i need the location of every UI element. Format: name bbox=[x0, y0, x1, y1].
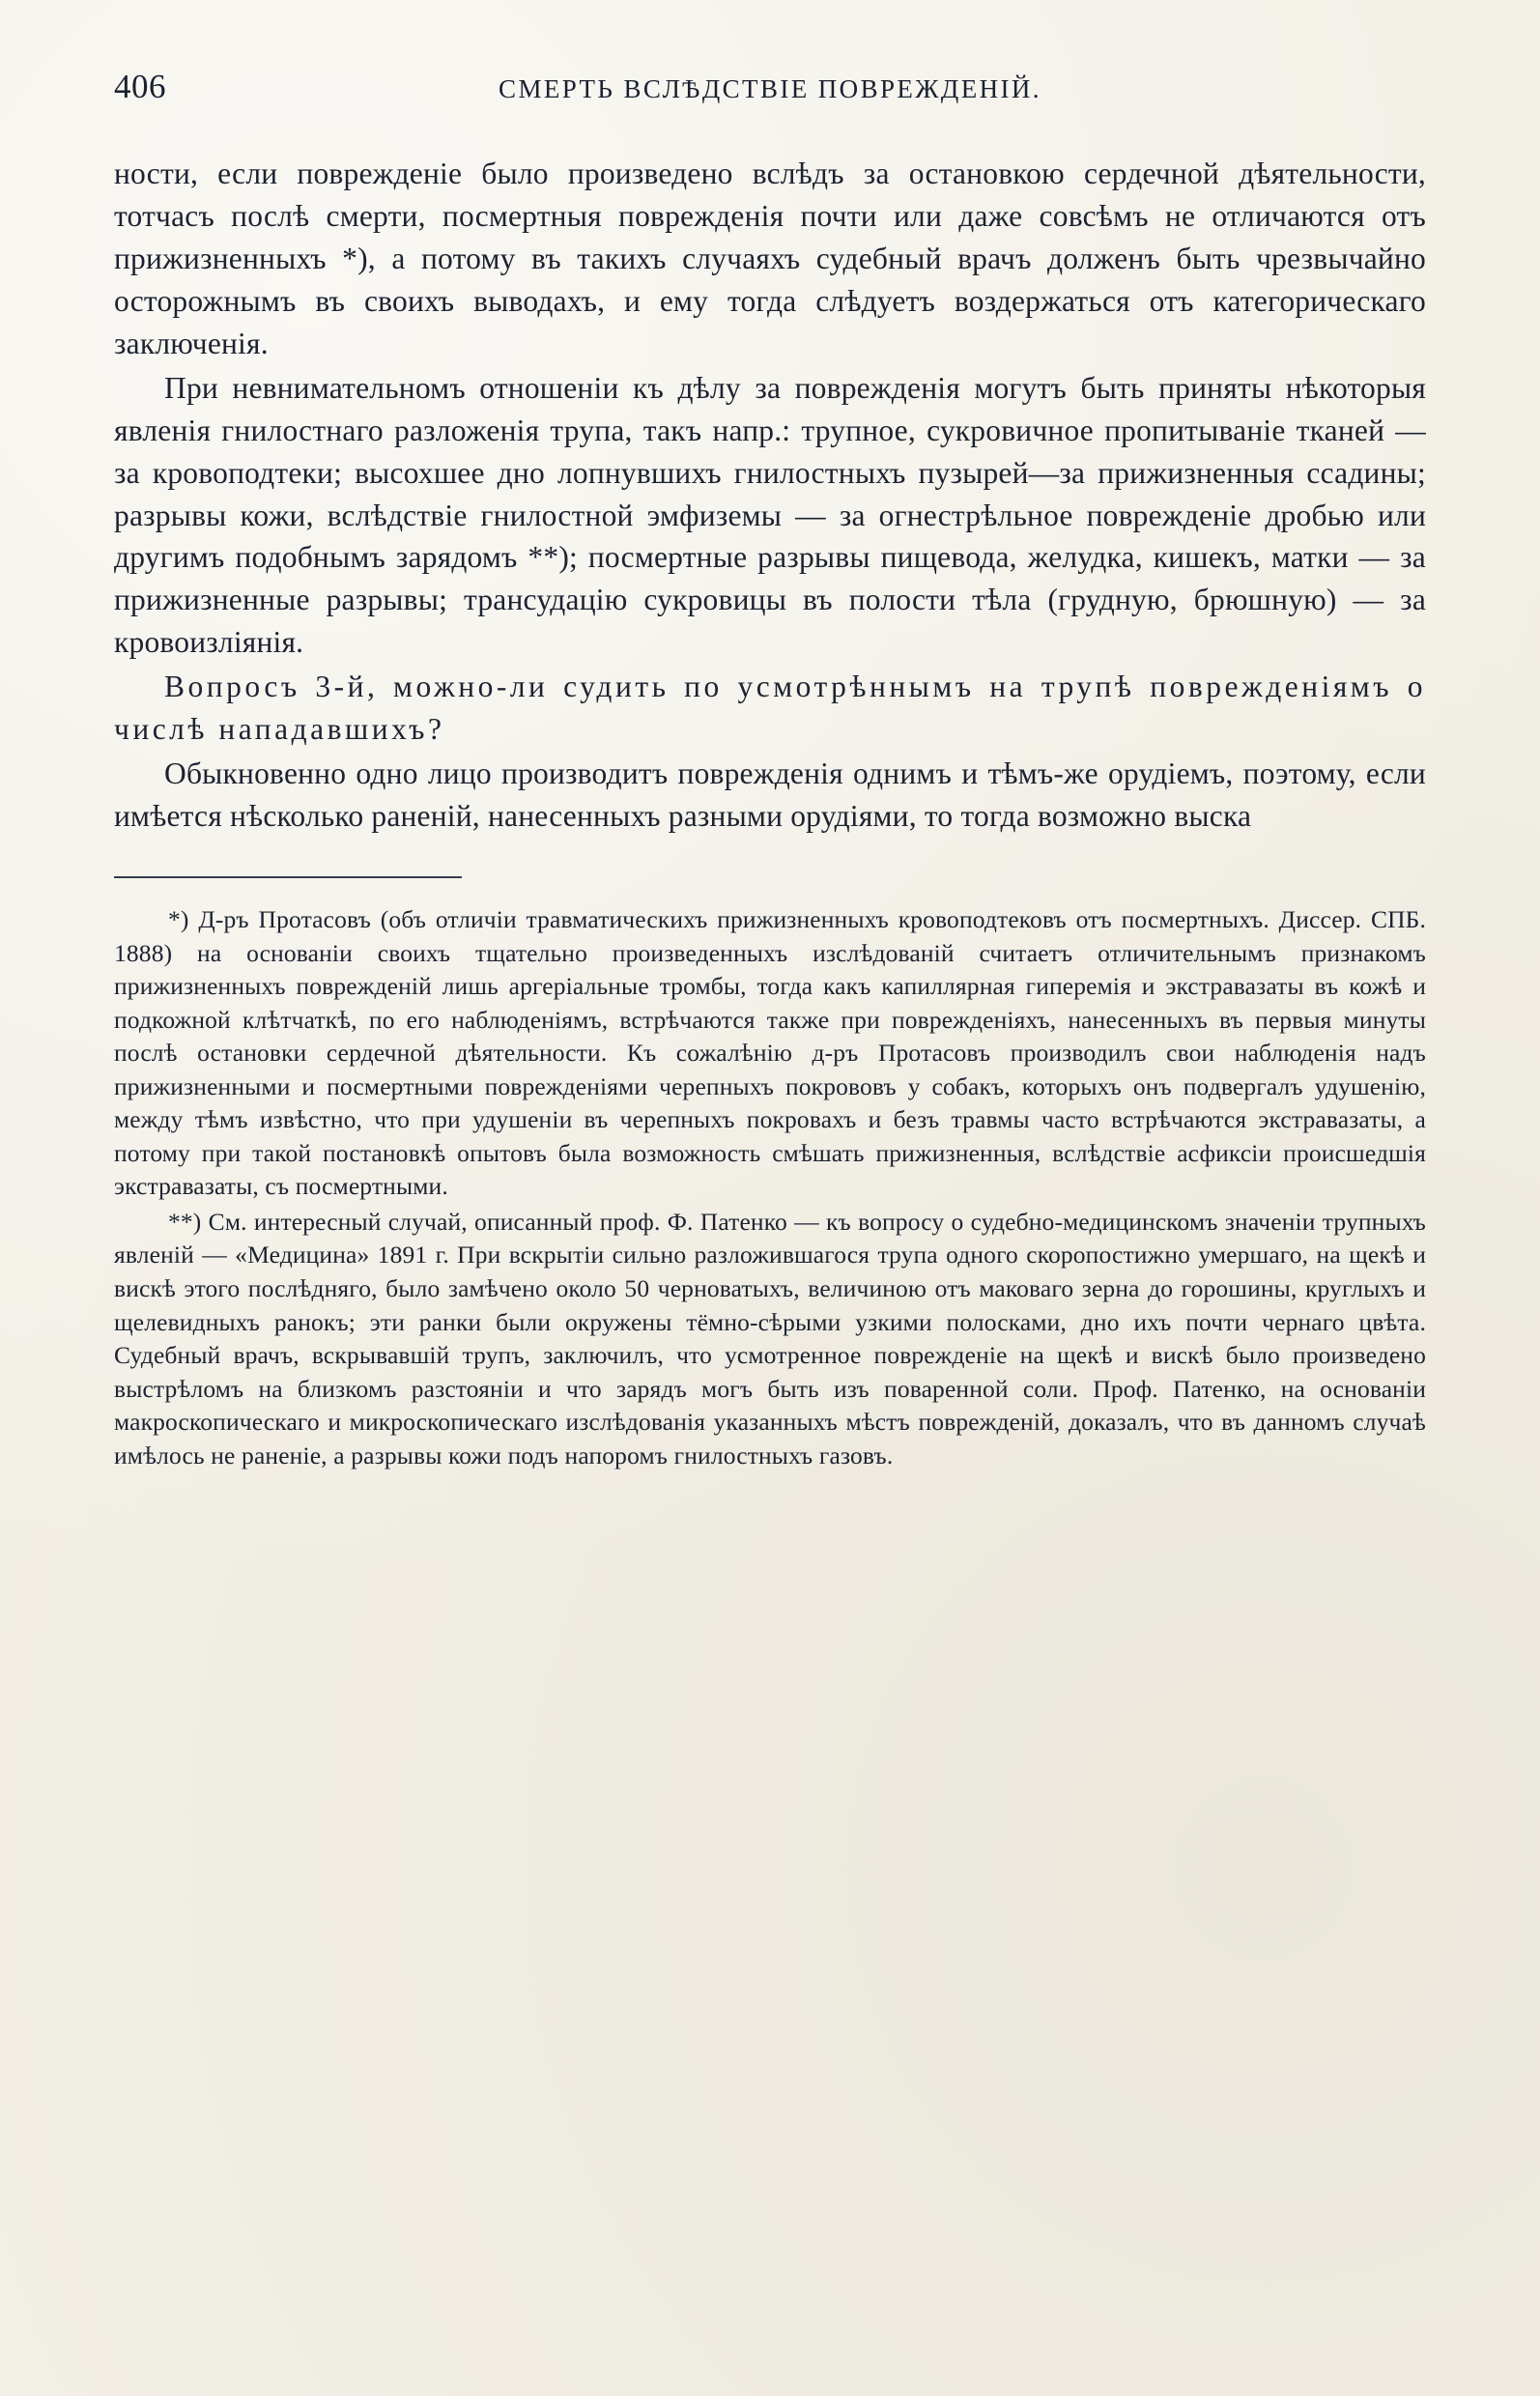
footnotes-block bbox=[114, 903, 1426, 1472]
footnote-separator bbox=[114, 876, 462, 878]
paragraph: При невнимательномъ отношеніи къ дѣлу за поврежденія могутъ быть приняты нѣкоторыя явленія гнилостнаго разложенія трупа, такъ напр.: трупное, сукровичное пропитываніе тканей — за кровоподтеки; высохшее дно лопнувшихъ гнилостныхъ пузырей—за прижизненныя ссадины; разрывы кожи, вслѣдствіе гнилостной эмфиземы — за огнестрѣльное поврежденіе дробью или другимъ подобнымъ зарядомъ **); посмертные разрывы пищевода, желудка, кишекъ, матки — за прижизненные разрывы; трансудацію сукровицы въ полости тѣла (грудную, брюшную) — за кровоизліянія. bbox=[114, 370, 1426, 660]
footnote-item: **) См. интересный случай, описанный проф. Ф. Патенко — къ вопросу о судебно-медицинскомъ значеніи трупныхъ явленій — «Медицина» 1891 г. При вскрытіи сильно разложившагося трупа одного скоропостижно умершаго, на щекѣ и вискѣ этого послѣдняго, было замѣчено около 50 черноватыхъ, величиною отъ маковаго зерна до горошины, круглыхъ и щелевидныхъ ранокъ; эти ранки были окружены тёмно-сѣрыми узкими полосками, дно ихъ почти чернаго цвѣта. Судебный врачъ, вскрывавшій трупъ, заключилъ, что усмотренное поврежденіе на щекѣ и вискѣ было произведено выстрѣломъ на близкомъ разстояніи и что зарядъ могъ быть изъ поваренной соли. Проф. Патенко, на основаніи макроскопическаго и микроскопическаго изслѣдованія указанныхъ мѣстъ поврежденій, доказалъ, что въ данномъ случаѣ имѣлось не раненіе, а разрывы кожи подъ напоромъ гнилостныхъ газовъ. bbox=[114, 1207, 1426, 1469]
paragraph: ности, если поврежденіе было произведено вслѣдъ за остановкою сердечной дѣятельности, тотчасъ послѣ смерти, посмертныя поврежденія почти или даже совсѣмъ не отличаются отъ прижизненныхъ *), а потому въ такихъ случаяхъ судебный врачъ долженъ быть чрезвычайно осторожнымъ въ своихъ выводахъ, и ему тогда слѣдуетъ воздержаться отъ категорическаго заключенія. bbox=[114, 157, 1426, 360]
paragraph: Обыкновенно одно лицо производитъ поврежденія однимъ и тѣмъ-же орудіемъ, поэтому, если имѣется нѣсколько раненій, нанесенныхъ разными орудіями, то тогда возможно выска bbox=[114, 756, 1426, 834]
running-title: СМЕРТЬ ВСЛѢДСТВІЕ ПОВРЕЖДЕНІЙ. bbox=[499, 74, 1041, 103]
running-head bbox=[114, 68, 1426, 120]
paragraph: Вопросъ 3-й, можно-ли судить по усмотрѣннымъ на трупѣ поврежденіямъ о числѣ нападавшихъ? bbox=[114, 670, 1426, 747]
page-number: 406 bbox=[114, 68, 166, 105]
body-text bbox=[114, 153, 1426, 838]
footnote-item: *) Д-ръ Протасовъ (объ отличіи травматическихъ прижизненныхъ кровоподтековъ отъ посмертныхъ. Диссер. СПБ. 1888) на основаніи своихъ тщательно произведенныхъ изслѣдованій считаетъ отличительнымъ признакомъ прижизненныхъ поврежденій лишь аргеріальные тромбы, тогда какъ капиллярная гиперемія и экстравазаты въ кожѣ и подкожной клѣтчаткѣ, по его наблюденіямъ, встрѣчаются также при поврежденіяхъ, нанесенныхъ въ первыя минуты послѣ остановки сердечной дѣятельности. Къ сожалѣнію д-ръ Протасовъ производилъ свои наблюденія надъ прижизненными и посмертными поврежденіями черепныхъ покрововъ у собакъ, которыхъ онъ подвергалъ удушенію, между тѣмъ извѣстно, что при удушеніи въ черепныхъ покровахъ и безъ травмы часто встрѣчаются экстравазаты, а потому при такой постановкѣ опытовъ была возможность смѣшать прижизненныя, вслѣдствіе асфиксіи происшедшія экстравазаты, съ посмертными. bbox=[114, 905, 1426, 1201]
